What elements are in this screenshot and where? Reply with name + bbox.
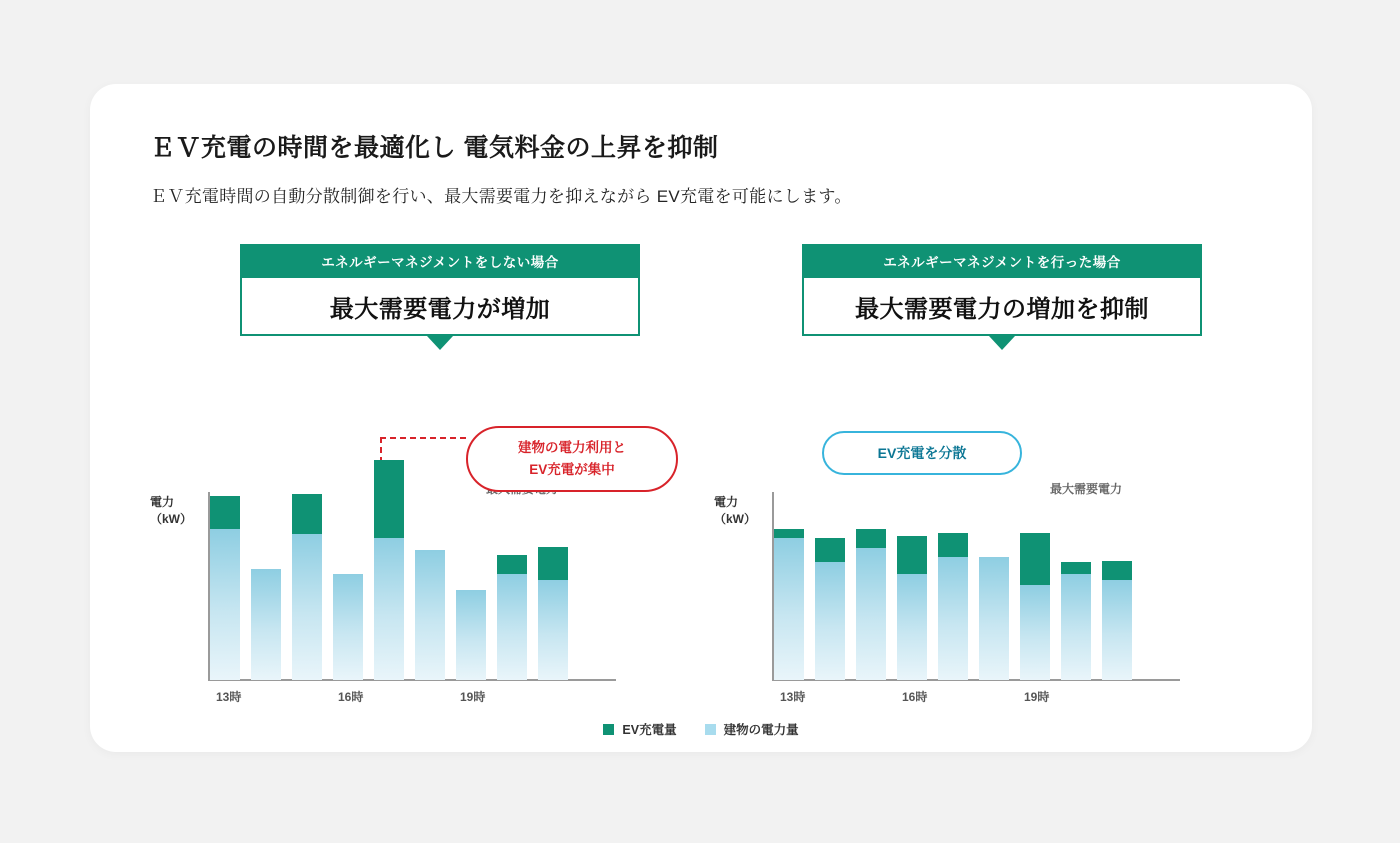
bar-building bbox=[1102, 580, 1132, 680]
bar-ev bbox=[538, 547, 568, 580]
bar-building bbox=[374, 538, 404, 680]
bar-ev bbox=[815, 538, 845, 562]
panel-banner-left: エネルギーマネジメントをしない場合 bbox=[240, 244, 640, 278]
panel-banner-right: エネルギーマネジメントを行った場合 bbox=[802, 244, 1202, 278]
bar-group-container-right bbox=[774, 444, 1180, 680]
y-axis-label-line1: 電力 bbox=[714, 495, 739, 509]
chart-without-management bbox=[148, 384, 708, 714]
bar-ev bbox=[1102, 561, 1132, 580]
y-axis-label-line2: （kW） bbox=[150, 512, 193, 526]
bar-building bbox=[979, 557, 1009, 680]
panel-with-management bbox=[712, 244, 1272, 714]
panel-headline-left: 最大需要電力が増加 bbox=[240, 278, 640, 336]
bar-ev bbox=[856, 529, 886, 548]
content-card bbox=[90, 84, 1312, 752]
chart-legend bbox=[90, 720, 1312, 738]
x-tick-label: 16時 bbox=[902, 690, 928, 704]
x-tick-label: 19時 bbox=[460, 690, 486, 704]
x-tick-label: 16時 bbox=[338, 690, 364, 704]
bar-building bbox=[415, 550, 445, 680]
page-title: ＥＶ充電の時間を最適化し 電気料金の上昇を抑制 bbox=[150, 134, 719, 162]
callout-concentration-line1: 建物の電力利用と bbox=[518, 440, 626, 455]
bar-building bbox=[210, 529, 240, 680]
arrow-down-icon-right bbox=[989, 336, 1015, 350]
bar-ev bbox=[374, 460, 404, 538]
legend-item-ev bbox=[603, 720, 676, 738]
y-axis-label-left bbox=[150, 494, 192, 528]
y-axis-label-line2: （kW） bbox=[714, 512, 757, 526]
bar-ev bbox=[1061, 562, 1091, 574]
legend-item-building bbox=[705, 720, 799, 738]
x-tick-label: 13時 bbox=[216, 690, 242, 704]
bar-group-container-left bbox=[210, 444, 616, 680]
panel-headline-right: 最大需要電力の増加を抑制 bbox=[802, 278, 1202, 336]
x-tick-label: 19時 bbox=[1024, 690, 1050, 704]
bar-building bbox=[815, 562, 845, 680]
chart-with-management bbox=[712, 384, 1272, 714]
arrow-down-icon-left bbox=[427, 336, 453, 350]
legend-swatch-ev-icon bbox=[603, 724, 614, 735]
bar-ev bbox=[210, 496, 240, 529]
legend-label-building: 建物の電力量 bbox=[723, 723, 799, 737]
x-tick-label: 13時 bbox=[780, 690, 806, 704]
bar-ev bbox=[1020, 533, 1050, 585]
legend-swatch-building-icon bbox=[705, 724, 716, 735]
bar-building bbox=[774, 538, 804, 680]
bar-building bbox=[1020, 585, 1050, 680]
bar-building bbox=[538, 580, 568, 680]
bar-building bbox=[456, 590, 486, 680]
bar-building bbox=[1061, 574, 1091, 680]
bar-building bbox=[333, 574, 363, 680]
bar-ev bbox=[938, 533, 968, 557]
bar-ev bbox=[774, 529, 804, 538]
bar-building bbox=[292, 534, 322, 680]
max-demand-note-right: 最大需要電力 bbox=[1050, 482, 1123, 496]
bar-ev bbox=[897, 536, 927, 574]
y-axis-label-right bbox=[714, 494, 756, 528]
bar-building bbox=[497, 574, 527, 680]
bar-building bbox=[856, 548, 886, 680]
page-subtitle: ＥＶ充電時間の自動分散制御を行い、最大需要電力を抑えながら EV充電を可能にします。 bbox=[150, 187, 852, 206]
bar-building bbox=[897, 574, 927, 680]
bar-building bbox=[938, 557, 968, 680]
bar-ev bbox=[497, 555, 527, 574]
bar-building bbox=[251, 569, 281, 680]
callout-leader-horizontal-left bbox=[380, 437, 466, 439]
bar-ev bbox=[292, 494, 322, 534]
y-axis-label-line1: 電力 bbox=[150, 495, 175, 509]
callout-distributed-charging: EV充電を分散 bbox=[822, 431, 1022, 475]
legend-label-ev: EV充電量 bbox=[622, 723, 677, 737]
callout-concentration-line2: EV充電が集中 bbox=[529, 462, 615, 477]
panel-without-management bbox=[148, 244, 708, 714]
